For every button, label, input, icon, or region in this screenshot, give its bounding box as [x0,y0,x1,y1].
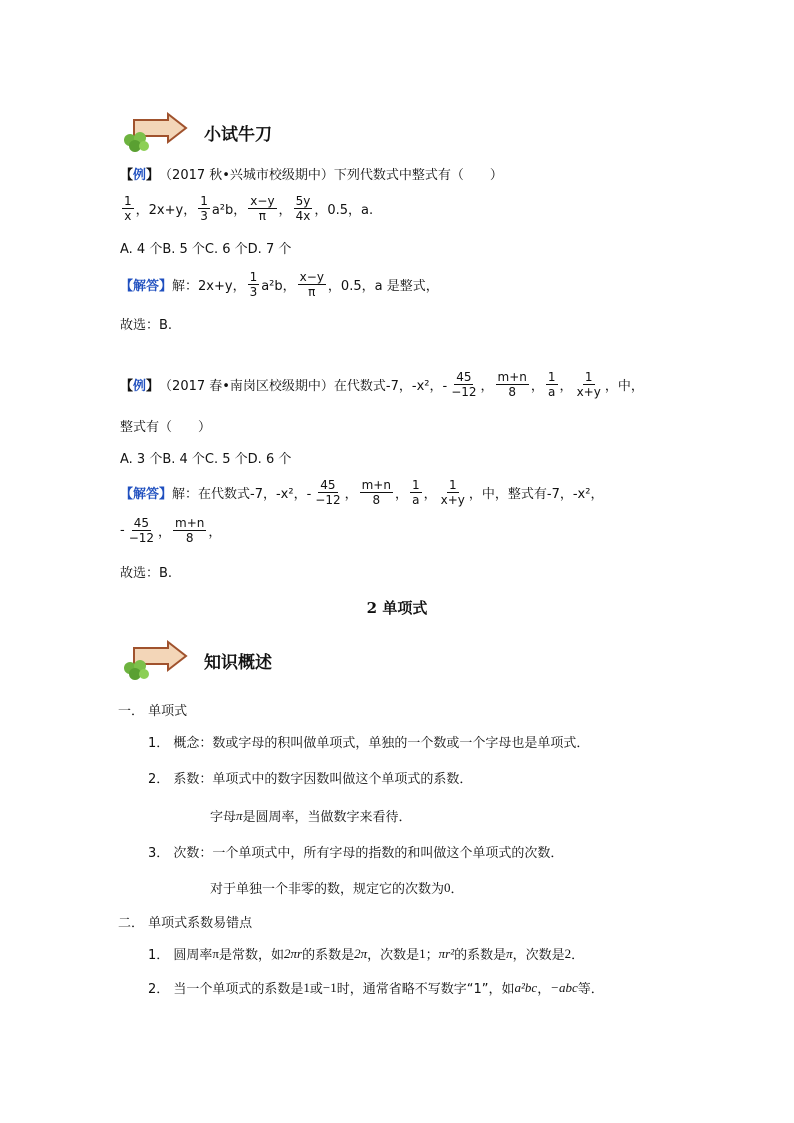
part1-item2-note: 字母 π 是圆周率，当做数字来看待． [210,807,412,825]
fraction: $\frac{m+n}{8}$ [497,370,527,399]
part2-item1: 1． 圆周率 π 是常数，如 2πr 的系数是 2π ，次数是 1 ； πr² 的系数是 π ，次数是 2 ． [148,945,585,963]
example2-question: 【 例 】 （2017 春•南岗区校级期中）在代数式-7，-x²，- $\frac{45}{-12}$ ， $\frac{m+n}{8}$ ， $\frac{1}{a}$ ， $\frac{1}{x+y}$ ，中， [120,370,644,399]
part1-item2: 2． 系数：单项式中的数字因数叫做这个单项式的系数． [148,772,473,787]
fraction: $\frac{1}{3}$ [200,194,208,223]
part1-heading: 一． 单项式 [118,704,188,719]
example1-choice: 故选：B. [120,318,173,333]
fraction: $\frac{1}{a}$ [411,478,420,507]
section-title: 小试牛刀 [204,124,272,145]
fraction: $\frac{45}{-12}$ [451,370,477,399]
example1-answer: 【解答】 解：2x+y， $\frac{1}{3}$ a²b， $\frac{x-y}{\pi}$ ，0.5，a 是整式， [120,270,439,299]
example1-options: A. 4 个B. 5 个C. 6 个D. 7 个 [120,242,292,257]
part1-item1: 1． 概念：数或字母的积叫做单项式，单独的一个数或一个字母也是单项式． [148,736,590,751]
example1-question: 【 例 】 （2017 秋•兴城市校级期中）下列代数式中整式有（ ） [120,168,503,183]
fraction: $\frac{1}{x}$ [124,194,132,223]
section-header-1 [120,112,272,152]
fraction: $\frac{45}{-12}$ [128,516,155,545]
fraction: $\frac{45}{-12}$ [315,478,341,507]
chapter-title: 2 单项式 [366,599,428,617]
clover-arrow-icon [120,640,190,680]
fraction: $\frac{m+n}{8}$ [361,478,391,507]
example2-options: A. 3 个B. 4 个C. 5 个D. 6 个 [120,452,292,467]
fraction: $\frac{m+n}{8}$ [175,516,205,545]
example2-answer-line2: - $\frac{45}{-12}$ ， $\frac{m+n}{8}$ ， [120,516,222,545]
fraction: $\frac{1}{a}$ [547,370,556,399]
section-header-2 [120,640,272,680]
fraction: $\frac{1}{x+y}$ [440,478,465,507]
fraction: $\frac{x-y}{\pi}$ [299,270,324,299]
example2-choice: 故选：B. [120,566,173,581]
part2-heading: 二． 单项式系数易错点 [118,916,253,931]
section-title: 知识概述 [204,652,272,673]
clover-arrow-icon [120,112,190,152]
fraction: $\frac{x-y}{\pi}$ [250,194,275,223]
fraction: $\frac{1}{x+y}$ [576,370,601,399]
part1-item3-note: 对于单独一个非零的数，规定它的次数为 0 ． [210,879,464,897]
example2-answer: 【解答】 解：在代数式-7，-x²，- $\frac{45}{-12}$ ， $\frac{m+n}{8}$ ， $\frac{1}{a}$ ， $\frac{1}{x+y}$ ，中，整式有-7，-x²， [120,478,604,507]
fraction: $\frac{1}{3}$ [249,270,258,299]
fraction: $\frac{5y}{4x}$ [295,194,311,223]
part2-item2: 2． 当一个单项式的系数是 1 或 −1 时，通常省略不写数字“1”，如 a²bc ， −abc 等． [148,979,604,997]
part1-item3: 3． 次数：一个单项式中，所有字母的指数的和叫做这个单项式的次数． [148,846,564,861]
example1-expressions: $\frac{1}{x}$ ，2x+y， $\frac{1}{3}$ a²b， $\frac{x-y}{\pi}$ ， $\frac{5y}{4x}$ ，0.5，a. [124,194,374,223]
example2-question-line2: 整式有（ ） [120,420,212,435]
